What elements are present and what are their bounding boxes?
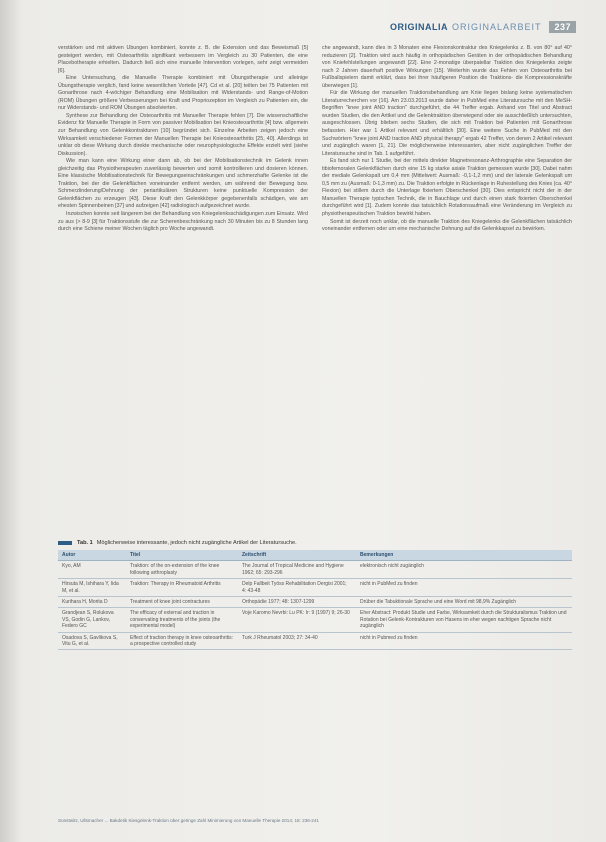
column-header-author: Autor bbox=[58, 550, 126, 561]
left-column bbox=[58, 45, 308, 517]
section-label: ORIGINALIA bbox=[389, 22, 448, 32]
paragraph: Es fand sich nur 1 Studie, bei der mittels direkter Magnetresonanz-Arthrographie eine Separation der tibiofemoralen Gelenkflächen durch eine 15 kg starke axiale Traktion gemessen wurde [30]. Dabei nahm der mediale Gelenkspalt um 0,4 mm (Mittelwert: Ausmaß: -0,1-1,2 mm) und der laterale Gelenkspalt um 0,5 mm zu (Ausmaß: 0-1,3 mm) zu. Die Traktion erfolgte in Rückenlage in Ruhestellung des Knies (ca. 40° Flexion) bei stillem durch die Unterlage fixiertem Oberschenkel [30]. Dies entspricht nicht der in der Manuellen Therapie typischen Technik, die in Bauchlage und durch einen stark fixierten Oberschenkel durchgeführt wird [1]. Zudem konnte das tatsächlich Rotationsaufmaß eine Veränderung im Vergleich zu physiotherapeutischen Traktion bewirkt haben. bbox=[322, 158, 572, 218]
caption-marker bbox=[58, 541, 72, 545]
cell-journal: Orthopädie 1977; 48: 1307-1299 bbox=[238, 597, 356, 608]
paragraph: verstärken und mit aktiven Übungen kombiniert, konnte z. B. die Extension und das Beweismaß [5] gesteigert werden, mit Osteoarthritis signifikant verbessern im Vergleich zu 30 Patienten, die eine Placebotherapie erhielten. Dadurch ließ sich eine manuelle Intervention vorlegen, sehr zeigt vermeiden [6]. bbox=[58, 45, 308, 74]
cell-journal: The Journal of Tropical Medicine and Hygiene 1962; 65: 293-296 bbox=[238, 561, 356, 579]
column-header-remarks: Bemerkungen bbox=[356, 550, 572, 561]
column-header-title: Titel bbox=[126, 550, 238, 561]
body-text bbox=[58, 45, 572, 517]
cell-remarks: nicht in PubMed zu finden bbox=[356, 579, 572, 597]
cell-journal: Voje Karomo Nevrbi: Lu PK: Ir: 9 (1997) 9; 26-30 bbox=[238, 608, 356, 632]
cell-journal: Delp Fallbeit Työss Rehabilitation Dergisi 2001; 4: 43-48 bbox=[238, 579, 356, 597]
page-footer: Sonstwitz, Ullsmacher ... Bakdetik Kiesgelenk-Traktion über geringe Zahl Minimierung von Manuelle Therapie 2014; 18: 236-241 bbox=[58, 818, 319, 823]
cell-remarks: Eher Abstract: Produkt Studie und Farbe, Wirksamkeit durch die Strukturalismus Traktion und Rotation bei Gelenk-Kontrakturen von Hasens im eher wegen nachtigen Sprache nicht zugänglich bbox=[356, 608, 572, 632]
cell-author: Kyo, AM bbox=[58, 561, 126, 579]
paragraph: Eine Untersuchung, die Manuelle Therapie kombiniert mit Übungstherapie und alleinige Übungstherapie verglich, fand keine wesentlichen Vorteile [47]. Cd et al. [20] teilten bei 75 Patienten mit Gonarthrose nach 4-wöchiger Behandlung eine Mobilisation mit Widerstands- und Range-of-Motion (ROM) Übungen größere Verbesserungen bei Kraft und Propriozeption im Vergleich zu Patienten ein, die nur Widerstands- und ROM Übungen absolvierten. bbox=[58, 75, 308, 112]
paragraph: Synthese zur Behandlung der Osteoarthritis mit Manueller Therapie fehlen [7]. Die wissenschaftliche Evidenz für Manuelle Therapie in Form von passiver Mobilisation bei Knieosteoarthritis [4] bzw. allgemein zur Behandlung von Gelenkkontrakturen [10] begründet sich. Einzelne Arbeiten zeigen jedoch eine Wirksamkeit verschiedener Formen der Manuellen Therapie bei Knieosteoarthritis [25, 40]. Allerdings ist unklar ob diese Wirkung durch direkte mechanische oder neurophysiologische Effekte erzielt wird (siehe Diskussion). bbox=[58, 112, 308, 157]
cell-remarks: Drüber die Tabuktionale Sprache und eine Word mit 98,9% Zugänglich bbox=[356, 597, 572, 608]
table-row bbox=[58, 561, 572, 579]
cell-remarks: elektronisch nicht zugänglich bbox=[356, 561, 572, 579]
paragraph: Für die Wirkung der manuellen Traktionsbehandlung am Knie liegen bislang keine systematischen Literaturrecherchen vor [16]. Am 23.03.2013 wurde daher in PubMed eine Literatursuche mit den MeSH-Begriffen "knee joint AND traction" durchgeführt, die 44 Treffer ergab. Anhand von Titel und Abstract wurden Studien, die den Artikel und die Gelenktraktion überwiegend oder sie ausschließlich untersuchten, ausgeschlossen. Übrig blieben sechs Studien, die sich mit Traktion bei Patienten mit Gonarthrose befassten. Hier war 1 Artikel relevant und erhältlich [30]. Eine weitere Suche in PubMed mit den Suchwörtern "knee joint AND traction AND physical therapy" ergab 42 Treffer, von denen 2 Artikel relevant und zugänglich waren [1, 21]. Die möglicherweise interessanten, aber nicht zugänglichen Treffer der Literatursuche sind in Tab. 1 aufgeführt. bbox=[322, 90, 572, 157]
cell-title: Treatment of knee joint contractures bbox=[126, 597, 238, 608]
cell-title: Traktion: Therapy in Rheumatoid Arthritis bbox=[126, 579, 238, 597]
cell-author: Grandjean S, Rolukova VS, Godin G, Lankov, Federo GC bbox=[58, 608, 126, 632]
table-header-row bbox=[58, 550, 572, 561]
table-label: Tab. 1 bbox=[77, 540, 93, 546]
paragraph: che angewandt, kann dies in 3 Monaten eine Flexionskontraktur des Kniegelenks z. B. von 80° auf 40° reduzieren [2]. Traktion wird auch häufig in orthopädischen Geräten in der orthopädischen Behandlung von Kniefehlstellungen angewandt [22]. Eine 2-monatige überpatellar Traktion des Kniegelenks zeigte nach 2 Jahren dauerhaft positive Wirkungen [15]. Weiterhin wurde das Fehlen von Osteoarthritis bei Fußballspielern damit erklärt, dass bei ihrer häufigeren Position die Traktions- die Kompressionskräfte überwiegen [1]. bbox=[322, 45, 572, 89]
subsection-label: ORIGINALARBEIT bbox=[451, 22, 542, 32]
cell-author: Hirsuta M, Ishihara Y, Iida M, et al. bbox=[58, 579, 126, 597]
cell-title: The efficacy of external and traction in conservating treatments of the joints (the experimental model) bbox=[126, 608, 238, 632]
cell-title: Traktion: of the on-extension of the knee following arthroplasty bbox=[126, 561, 238, 579]
right-column bbox=[322, 45, 572, 517]
cell-remarks: nicht in Pubmed zu finden bbox=[356, 632, 572, 650]
page-header bbox=[342, 20, 576, 34]
table-row bbox=[58, 632, 572, 650]
column-header-journal: Zeitschrift bbox=[238, 550, 356, 561]
cell-author: Kurihara H, Morita D bbox=[58, 597, 126, 608]
table-row bbox=[58, 597, 572, 608]
paragraph: Wie man kann eine Wirkung einer dann ab, ob bei der Mobilisationstechnik im Gelenk innen gleichzeitig das Physiotherapeuten zuverlässig bewerten und somit kontrollieren und dosieren können. Eine klassische Mobilisationstechnik für Bewegungseinschränkungen und schmerzhafte Gelenke ist die Traktion, bei der die Gelenkflächen voneinander entfernt werden, um während der Bewegung bzw. Schmerzlinderung/Dehnung der periartikulären Strukturen keine punktuelle Kompression der Gelenkflächen zu erzeugen [43]. Diese Kraft den Gelenkkörper gegebenenfalls schädigen, wie am ehesten Spinnenbeinen [37] und aufzeigen [42] radiologisch aufgezeichnet wurde. bbox=[58, 158, 308, 210]
table-caption-text: Möglicherweise interessante, jedoch nicht zugängliche Artikel der Literatursuche. bbox=[96, 540, 297, 546]
table-row bbox=[58, 579, 572, 597]
paragraph: Somit ist derzeit noch unklar, ob die manuelle Traktion des Kniegelenks die Gelenkflächen tatsächlich voneinander entfernen oder um eine mechanische Dehnung auf die Gelenkkapsel zu bewirken. bbox=[322, 218, 572, 233]
page-number: 237 bbox=[549, 21, 576, 33]
literature-table bbox=[58, 550, 572, 650]
paragraph: Inzwischen konnte seit längerem bei der Behandlung von Kniegelenksschädigungen zum Einsatz. Wird zu aus (> 8-9 [3] für Traktionsstufe die zur Scherenbeschränkung nach 30 Minuten bis zu 8 Stunden lang durch eine Schiene meiner Wochen täglich pro Woche angewandt. bbox=[58, 211, 308, 233]
cell-journal: Turk J Rheumatol 2003; 27: 34-40 bbox=[238, 632, 356, 650]
table-caption bbox=[58, 540, 572, 546]
cell-author: Osadova S, Gavlikova S, Vitu G, et al. bbox=[58, 632, 126, 650]
table-1 bbox=[58, 540, 572, 650]
table-row bbox=[58, 608, 572, 632]
cell-title: Effect of traction therapy in knee osteoarthritis: a prospective controlled study bbox=[126, 632, 238, 650]
